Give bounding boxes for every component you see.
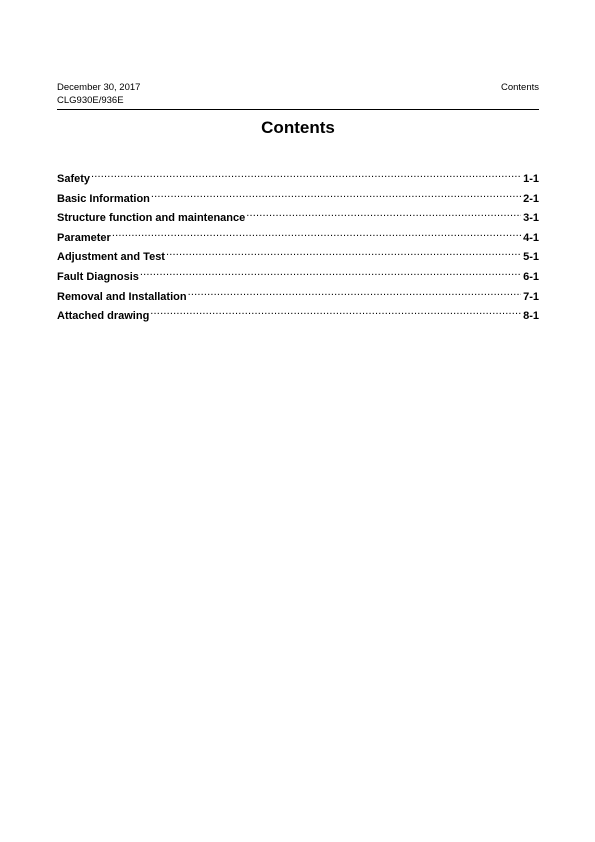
toc-entry-label: Parameter — [57, 231, 111, 244]
toc-entry-adjustment-and-test[interactable] — [57, 244, 539, 264]
toc-entry-removal-and-installation[interactable] — [57, 284, 539, 304]
toc-entry-label: Adjustment and Test — [57, 251, 165, 264]
header-model: CLG930E/936E — [57, 95, 124, 106]
toc-entry-page: 6-1 — [523, 270, 539, 283]
toc-entry-safety[interactable] — [57, 166, 539, 186]
toc-entry-page: 5-1 — [523, 251, 539, 264]
toc-entry-parameter[interactable] — [57, 225, 539, 245]
toc-entry-label: Attached drawing — [57, 310, 150, 323]
toc-entry-attached-drawing[interactable] — [57, 303, 539, 323]
toc-dot-leader — [150, 186, 521, 202]
toc-entry-label: Fault Diagnosis — [57, 270, 139, 283]
header-section: Contents — [500, 82, 539, 93]
toc-entry-structure-function[interactable] — [57, 205, 539, 225]
toc-entry-basic-information[interactable] — [57, 186, 539, 206]
toc-entry-page: 2-1 — [523, 192, 539, 205]
page-title: Contents — [261, 118, 335, 137]
toc-dot-leader — [90, 166, 521, 182]
toc-dot-leader — [149, 303, 521, 319]
toc-entry-label: Basic Information — [57, 192, 150, 205]
toc-entry-page: 3-1 — [523, 212, 539, 225]
toc-entry-page: 8-1 — [523, 310, 539, 323]
toc-dot-leader — [139, 264, 521, 280]
toc-entry-page: 1-1 — [523, 173, 539, 185]
toc-dot-leader — [165, 244, 521, 260]
table-of-contents — [57, 166, 539, 323]
toc-entry-page: 7-1 — [523, 290, 539, 303]
toc-entry-fault-diagnosis[interactable] — [57, 264, 539, 284]
header-divider — [57, 109, 539, 110]
toc-dot-leader — [245, 205, 521, 221]
toc-dot-leader — [111, 225, 521, 241]
toc-entry-label: Safety — [57, 173, 91, 185]
header-left — [57, 81, 140, 107]
toc-dot-leader — [187, 284, 522, 300]
header-date: December 30, 2017 — [57, 82, 141, 93]
toc-entry-label: Structure function and maintenance — [57, 212, 246, 225]
toc-entry-label: Removal and Installation — [57, 290, 187, 303]
toc-entry-page: 4-1 — [523, 231, 539, 244]
